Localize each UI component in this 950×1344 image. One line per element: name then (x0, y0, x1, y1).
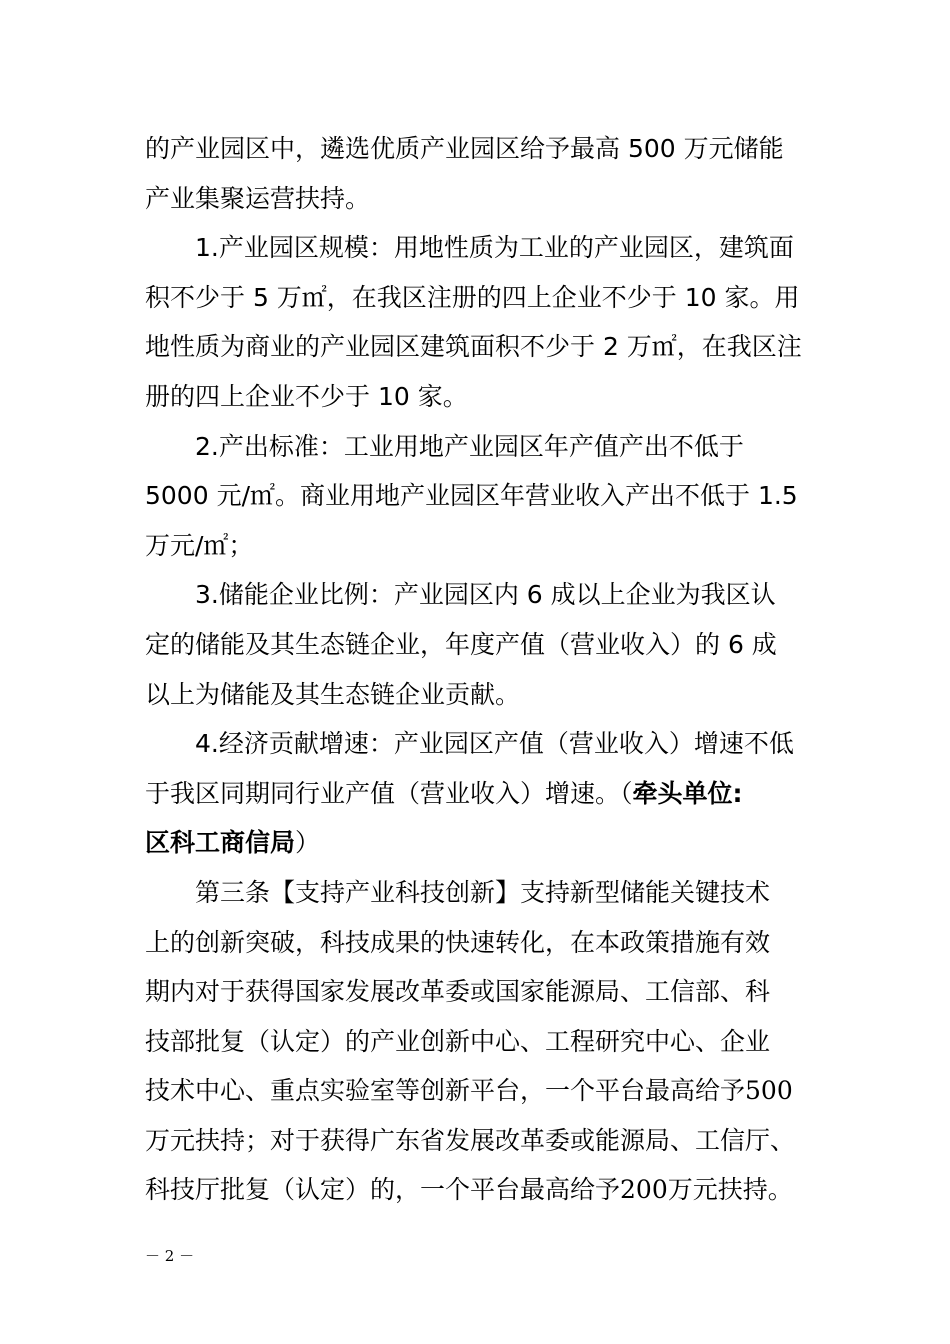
text-line: 册的四上企业不少于 10 家。 (145, 381, 468, 411)
text-line: 以上为储能及其生态链企业贡献。 (145, 679, 521, 709)
text-line (145, 1165, 810, 1215)
text-line: 第三条【支持产业科技创新】支持新型储能关键技术 (195, 877, 771, 907)
text-line: 定的储能及其生态链企业，年度产值（营业收入）的 6 成 (145, 629, 777, 659)
text-line: 积不少于 5 万㎡，在我区注册的四上企业不少于 10 家。用 (145, 282, 800, 312)
text-segment: 万元扶持。 (667, 1175, 793, 1205)
text-line: 产业集聚运营扶持。 (145, 183, 371, 213)
text-line: 万元扶持；对于获得广东省发展改革委或能源局、工信厅、 (145, 1125, 796, 1155)
text-line (145, 769, 810, 819)
text-line: 1.产业园区规模：用地性质为工业的产业园区，建筑面 (195, 233, 794, 263)
text-line: 2.产出标准：工业用地产业园区年产值产出不低于 (195, 431, 744, 461)
text-line: 万元/㎡； (145, 530, 254, 560)
lead-unit-name: 区科工商信局 (145, 828, 296, 858)
lead-unit-label: 牵头单位: (632, 778, 743, 808)
text-segment: 科技厅批复（认定）的，一个平台最高给予 (145, 1175, 621, 1205)
text-line: 期内对于获得国家发展改革委或国家能源局、工信部、科 (145, 977, 771, 1007)
document-body (145, 124, 810, 1215)
text-line (145, 818, 810, 868)
text-line: 的产业园区中，遴选优质产业园区给予最高 500 万元储能 (145, 134, 784, 163)
text-line: 地性质为商业的产业园区建筑面积不少于 2 万㎡，在我区注 (145, 332, 802, 362)
text-segment: 于我区同期同行业产值（营业收入）增速。（ (145, 778, 633, 808)
text-line (145, 1066, 810, 1116)
text-line: 3.储能企业比例：产业园区内 6 成以上企业为我区认 (195, 580, 776, 610)
text-segment: 技术中心、重点实验室等创新平台，一个平台最高给予 (145, 1076, 746, 1106)
page-number: － 2 － (145, 1247, 195, 1265)
amount-number: 200 (620, 1175, 668, 1205)
text-line: 4.经济贡献增速：产业园区产值（营业收入）增速不低 (195, 729, 794, 759)
text-segment: ） (295, 828, 321, 858)
text-line: 上的创新突破，科技成果的快速转化，在本政策措施有效 (145, 927, 771, 957)
text-line: 5000 元/㎡。商业用地产业园区年营业收入产出不低于 1.5 (145, 481, 798, 511)
text-line: 技部批复（认定）的产业创新中心、工程研究中心、企业 (145, 1026, 771, 1056)
amount-number: 500 (745, 1076, 793, 1106)
